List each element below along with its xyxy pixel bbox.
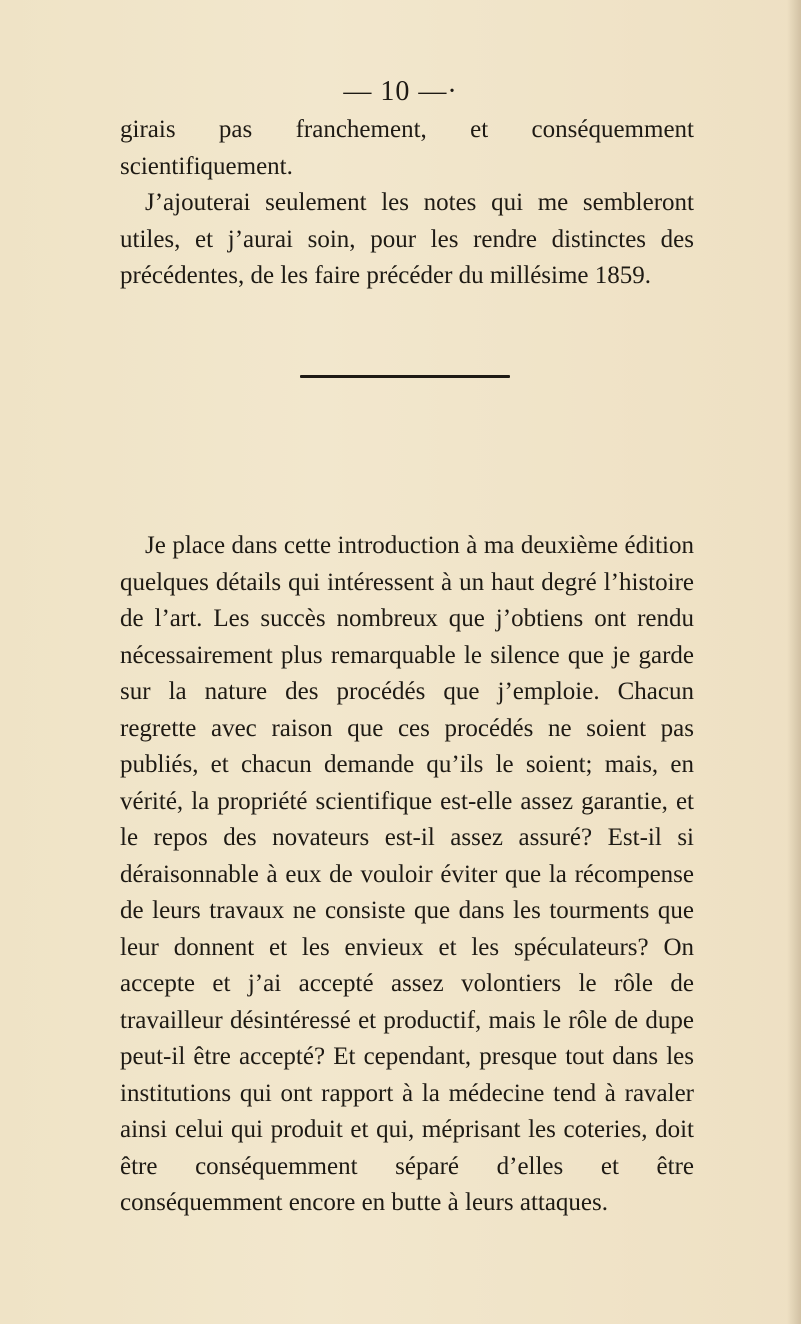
page-edge-shadow <box>787 0 801 1324</box>
paragraph-introduction: Je place dans cette introduction à ma deuxième édition quelques détails qui intéressent à un haut degré l’histoire de l’art. Les succès nombreux que j’obtiens ont rendu nécessairement plus remarquable le silence que je garde sur la nature des procédés que j’emploie. Chacun regrette avec raison que ces procédés ne soient pas publiés, et chacun demande qu’ils le soient; mais, en vérité, la propriété scientifique est-elle assez garantie, et le repos des novateurs est-il assez assuré? Est-il si déraisonnable à eux de vouloir éviter que la récompense de leurs travaux ne consiste que dans les tourments que leur donnent et les envieux et les spéculateurs? On accepte et j’ai accepté assez volontiers le rôle de travailleur désintéressé et productif, mais le rôle de dupe peut-il être accepté? Et cependant, presque tout dans les institutions qui ont rapport à la médecine tend à ravaler ainsi celui qui produit et qui, méprisant les coteries, doit être conséquemment séparé d’elles et être conséquemment encore en butte à leurs attaques. <box>120 532 694 1216</box>
text-block-top <box>120 112 694 295</box>
paragraph-continuation: girais pas franchement, et conséquemment scientifiquement. <box>120 116 694 180</box>
text-block-bottom <box>120 528 694 1222</box>
page-number: — 10 —· <box>343 76 458 107</box>
section-separator-rule <box>300 375 510 378</box>
paragraph-notes: J’ajouterai seulement les notes qui me sembleront utiles, et j’aurai soin, pour les rendre distinctes des précédentes, de les faire précéder du millésime 1859. <box>120 189 694 289</box>
